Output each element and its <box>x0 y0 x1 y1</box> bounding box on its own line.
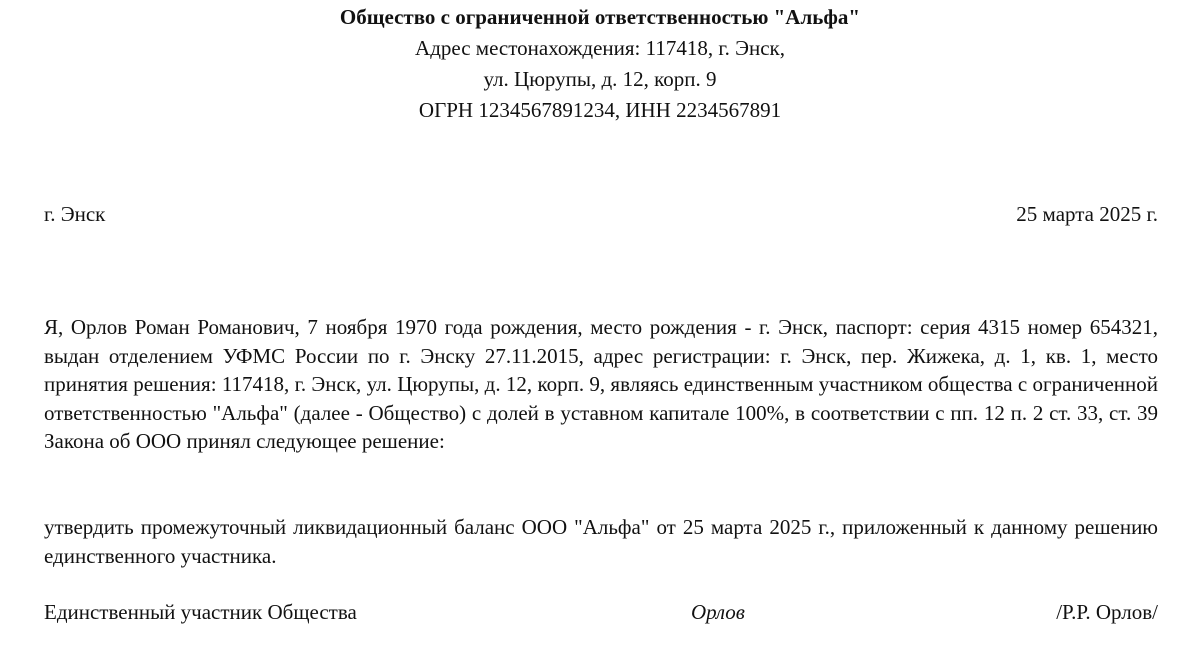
decision-section <box>44 513 1158 571</box>
signature-row <box>44 597 1158 627</box>
registration-numbers: ОГРН 1234567891234, ИНН 2234567891 <box>418 98 782 122</box>
company-name: Общество с ограниченной ответственностью "Альфа" <box>339 5 861 29</box>
address-line-1: Адрес местонахождения: 117418, г. Энск, <box>415 36 785 60</box>
decision-text: утвердить промежуточный ликвидационный баланс ООО "Альфа" от 25 марта 2025 г., приложенный к данному решению единственного участника. <box>44 515 1158 568</box>
document-header <box>0 2 1200 126</box>
city: г. Энск <box>44 202 106 226</box>
place-date-row <box>44 199 1158 229</box>
document-date: 25 марта 2025 г. <box>1016 202 1158 226</box>
handwritten-signature: Орлов <box>691 600 745 624</box>
address-line-2: ул. Цюрупы, д. 12, корп. 9 <box>483 67 717 91</box>
signatory-name: /Р.Р. Орлов/ <box>1056 600 1158 624</box>
main-paragraph <box>44 313 1158 456</box>
signatory-role: Единственный участник Общества <box>44 600 357 624</box>
participant-statement: Я, Орлов Роман Романович, 7 ноября 1970 года рождения, место рождения - г. Энск, паспорт: серия 4315 номер 654321, выдан отделением УФМС России по г. Энску 27.11.2015, адрес регистрации: г. Энск, пер. Жижека, д. 1, кв. 1, место принятия решения: 117418, г. Энск, ул. Цюрупы, д. 12, корп. 9, являясь единственным участником общества с ограниченной ответственностью "Альфа" (далее - Общество) с долей в уставном капитале 100%, в соответствии с пп. 12 п. 2 ст. 33, ст. 39 Закона об ООО принял следующее решение: <box>44 315 1158 453</box>
